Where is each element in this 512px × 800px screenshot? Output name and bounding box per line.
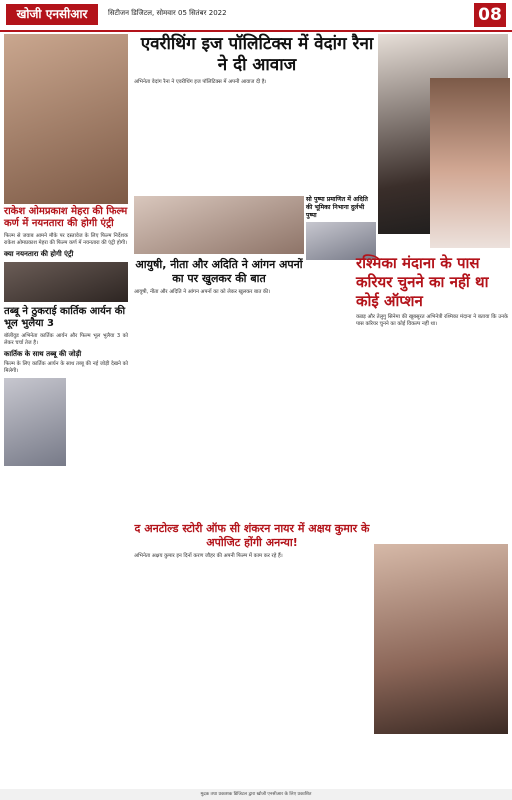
aangan-story xyxy=(134,196,304,296)
rashmika-story xyxy=(356,254,508,328)
main-headline: एवरीथिंग इज पॉलिटिक्स में वेदांग रैना ने दी आवाज xyxy=(140,34,374,75)
left-subheading: क्या नयनतारा की होगी एंट्री xyxy=(4,250,74,258)
ananya-headline: द अनटोल्ड स्टोरी ऑफ सी शंकरन नायर में अक्षय कुमार के अपोजिट होंगी अनन्या! xyxy=(134,522,370,549)
main-body: अभिनेता वेदांग रैना ने एवरीथिंग इज पॉलिटिक्स में अपनी आवाज दी है। xyxy=(134,79,267,85)
aangan-body: आयुषी, नीता और अदिति ने आंगन अपनों का को लेकर खुलकर बात की। xyxy=(134,289,271,295)
left-body: फिल्म से जवाब आमने मौके पर दस्तावेज के लिए फिल्म निर्देशक राकेश ओमप्रकाश मेहरा की फिल्म कर्ण में नयनतारा की एंट्री होगी। xyxy=(4,233,128,246)
main-column xyxy=(134,34,380,86)
tabu-subheading: कार्तिक के साथ तब्बू की जोड़ी xyxy=(4,350,82,358)
page-header xyxy=(0,0,512,30)
header-rule xyxy=(0,30,512,32)
page-footer: मुद्रक तथा प्रकाशक डिजिटल द्वारा खोजी एनसीआर के लिए प्रकाशित xyxy=(0,789,512,800)
ananya-body: अभिनेता अक्षय कुमार इन दिनों करण जौहर की अपनी फिल्म में काम कर रहे हैं। xyxy=(134,553,283,559)
left-column xyxy=(4,34,128,466)
aangan-headline: आयुषी, नीता और अदिति ने आंगन अपनों का पर खुलकर की बात xyxy=(135,258,303,285)
nayanthara-photo xyxy=(4,34,128,204)
tabu-body: बॉलीवुड अभिनेता कार्तिक आर्यन और फिल्म भूल भुलैया 3 को लेकर चर्चा तेज है। xyxy=(4,333,128,346)
rashmika-body: कन्नड़ और तेलुगु सिनेमा की खूबसूरत अभिनेत्री रश्मिका मंदाना ने बताया कि उनके पास करियर चुनने का कोई विकल्प नहीं था। xyxy=(356,314,508,327)
left-headline: राकेश ओमप्रकाश मेहरा की फिल्म कर्ण में नयनतारा की होगी एंट्री xyxy=(4,206,128,229)
ananya-story xyxy=(134,522,370,560)
dateline: सिटीजन डिजिटल, सोमवार 05 सितंबर 2022 xyxy=(108,9,227,17)
page-number: 08 xyxy=(474,3,506,27)
rashmika-photo xyxy=(430,78,510,248)
tabu-headline: तब्बू ने ठुकराई कार्तिक आर्यन की भूल भुलैया 3 xyxy=(4,306,126,329)
tabu-photo xyxy=(4,378,66,466)
left-photo-2 xyxy=(4,262,128,302)
tabu-body-2: फिल्म के लिए कार्तिक आर्यन के साथ तब्बू की नई जोड़ी देखने को मिलेगी। xyxy=(4,361,128,374)
brand-badge: खोजी एनसीआर xyxy=(6,4,98,25)
side-box-headline: सो पुष्पा प्रमाणित में अदिति की भूमिका निभाना दुर्लभी पुष्पा xyxy=(306,196,368,219)
ananya-photo xyxy=(374,544,508,734)
aangan-photo xyxy=(134,196,304,254)
rashmika-headline: रश्मिका मंदाना के पास करियर चुनने का नहीं था कोई ऑप्शन xyxy=(356,254,489,310)
